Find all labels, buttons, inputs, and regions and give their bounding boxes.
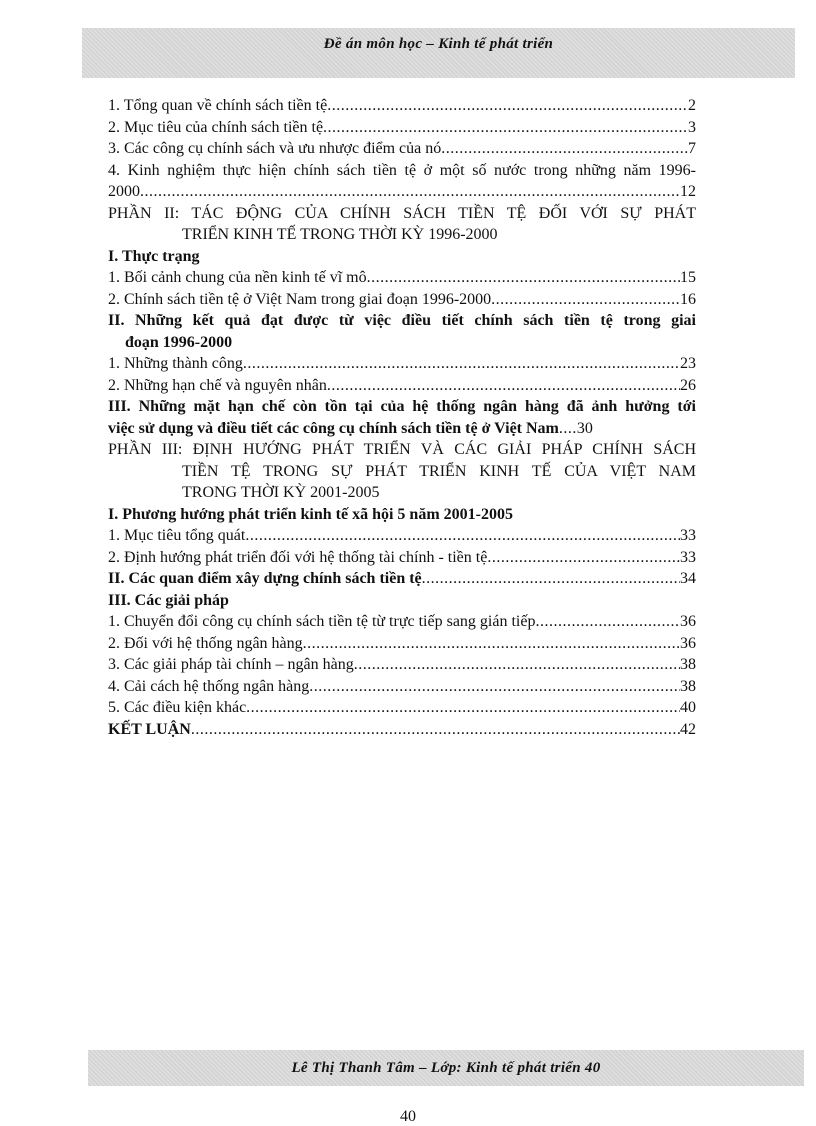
toc-entry[interactable] [108, 719, 696, 741]
toc-entry[interactable] [108, 525, 696, 547]
toc-entry-label: 3. Các công cụ chính sách và ưu nhược điểm của nó [108, 140, 442, 157]
toc-part-line: TRONG THỜI KỲ 2001-2005 [182, 484, 380, 501]
toc-entry[interactable] [108, 654, 696, 676]
toc-entry-page: 3 [688, 118, 696, 136]
toc-entry-label: 3. Các giải pháp tài chính – ngân hàng [108, 656, 354, 673]
page-number: 40 [400, 1108, 416, 1125]
toc-dot-leader [559, 418, 577, 440]
toc-section-line: III. Những mặt hạn chế còn tồn tại của hệ thống ngân hàng đã ảnh hưởng tới [108, 398, 696, 415]
toc-dot-leader [441, 138, 688, 160]
toc-dot-leader [323, 117, 688, 139]
toc-entry-label: 1. Bối cảnh chung của nền kinh tế vĩ mô [108, 269, 367, 286]
toc-entry-page: 33 [680, 548, 696, 566]
toc-dot-leader [191, 719, 680, 741]
toc-dot-leader [487, 547, 680, 569]
toc-entry[interactable] [108, 611, 696, 633]
toc-entry[interactable] [108, 289, 696, 311]
page-header-title: Đề án môn học – Kinh tế phát triển [323, 36, 554, 52]
toc-entry[interactable] [108, 568, 696, 590]
toc-entry-label: 2. Đối với hệ thống ngân hàng [108, 634, 303, 652]
toc-dot-leader [245, 525, 680, 547]
toc-section-heading[interactable] [108, 396, 696, 439]
toc-entry[interactable] [108, 353, 696, 375]
toc-entry-label: 5. Các điều kiện khác [108, 699, 247, 716]
toc-dot-leader [303, 633, 680, 655]
toc-entry-page: 42 [680, 720, 696, 738]
toc-part-heading[interactable] [108, 439, 696, 504]
toc-entry-label: 2. Những hạn chế và nguyên nhân [108, 376, 327, 394]
toc-part-line: TIỀN TỆ TRONG SỰ PHÁT TRIỂN KINH TẾ CỦA VIỆT NAM [182, 462, 696, 480]
toc-dot-leader [327, 375, 680, 397]
toc-entry-page: 30 [576, 419, 593, 437]
toc-entry[interactable] [108, 95, 696, 117]
toc-part-line: PHẦN II: TÁC ĐỘNG CỦA CHÍNH SÁCH TIỀN TỆ ĐỐI VỚI SỰ PHÁT [108, 204, 696, 222]
toc-dot-leader [243, 353, 680, 375]
toc-entry-page: 36 [680, 613, 696, 630]
toc-entry-label: 4. Kinh nghiệm thực hiện chính sách tiền tệ ở một số nước trong những năm 1996- [108, 161, 696, 179]
toc-entry-page: 12 [680, 183, 696, 200]
toc-dot-leader [367, 267, 680, 289]
toc-entry-page: 26 [680, 376, 696, 394]
toc-entry-page: 38 [680, 677, 696, 695]
page-footer-text: Lê Thị Thanh Tâm – Lớp: Kinh tế phát triển 40 [291, 1059, 601, 1076]
toc-entry-label: 1. Tổng quan về chính sách tiền tệ [108, 97, 328, 114]
toc-section-line: việc sử dụng và điều tiết các công cụ chính sách tiền tệ ở Việt Nam [108, 419, 559, 437]
toc-entry-page: 16 [680, 290, 696, 308]
toc-dot-leader [140, 181, 680, 203]
toc-entry-label: 2. Mục tiêu của chính sách tiền tệ [108, 118, 324, 136]
toc-entry[interactable] [108, 160, 696, 203]
toc-entry-page: 36 [680, 634, 696, 652]
toc-entry-label: 1. Chuyển đổi công cụ chính sách tiền tệ từ trực tiếp sang gián tiếp [108, 613, 536, 630]
toc-entry-label: II. Các quan điểm xây dựng chính sách tiền tệ [108, 570, 422, 587]
toc-part-line: PHẦN III: ĐỊNH HƯỚNG PHÁT TRIỂN VÀ CÁC GIẢI PHÁP CHÍNH SÁCH [108, 441, 696, 458]
toc-section-heading[interactable]: I. Thực trạng [108, 247, 200, 265]
toc-part-line: TRIỂN KINH TẾ TRONG THỜI KỲ 1996-2000 [182, 226, 498, 243]
toc-entry[interactable] [108, 676, 696, 698]
toc-dot-leader [354, 654, 680, 676]
toc-dot-leader [422, 568, 680, 590]
toc-dot-leader [246, 697, 680, 719]
toc-entry-label: KẾT LUẬN [108, 720, 191, 738]
toc-entry-label: 2. Chính sách tiền tệ ở Việt Nam trong giai đoạn 1996-2000 [108, 290, 492, 308]
toc-entry-label: 1. Những thành công [108, 355, 243, 372]
toc-entry-label: 1. Mục tiêu tổng quát [108, 527, 246, 544]
toc-entry-page: 40 [680, 699, 696, 716]
toc-section-heading[interactable]: I. Phương hướng phát triển kinh tế xã hội 5 năm 2001-2005 [108, 505, 513, 523]
toc-entry-page: 2 [688, 97, 696, 114]
toc-entry-label-continued: 2000 [108, 183, 140, 200]
toc-dot-leader [535, 611, 680, 633]
toc-dot-leader [491, 289, 680, 311]
toc-entry-page: 7 [688, 140, 696, 157]
page-footer-band [88, 1050, 804, 1086]
toc-entry-page: 38 [680, 656, 696, 673]
toc-entry-page: 34 [680, 570, 696, 587]
toc-section-heading[interactable] [108, 310, 696, 353]
toc-dot-leader [309, 676, 680, 698]
toc-entry[interactable] [108, 547, 696, 569]
toc-part-heading[interactable] [108, 203, 696, 246]
table-of-contents [108, 95, 696, 740]
toc-section-line: đoạn 1996-2000 [125, 333, 233, 351]
toc-entry[interactable] [108, 697, 696, 719]
toc-entry-label: 4. Cải cách hệ thống ngân hàng [108, 677, 310, 695]
toc-entry-page: 15 [680, 269, 696, 286]
toc-entry-page: 23 [680, 355, 696, 372]
toc-entry[interactable] [108, 138, 696, 160]
toc-entry[interactable] [108, 375, 696, 397]
toc-entry-page: 33 [680, 527, 696, 544]
toc-entry[interactable] [108, 117, 696, 139]
toc-section-line: II. Những kết quả đạt được từ việc điều tiết chính sách tiền tệ trong giai [108, 312, 696, 329]
toc-dot-leader [327, 95, 688, 117]
toc-section-heading[interactable]: III. Các giải pháp [108, 591, 229, 609]
toc-entry[interactable] [108, 633, 696, 655]
page-header-band [82, 28, 795, 78]
toc-entry[interactable] [108, 267, 696, 289]
toc-entry-label: 2. Định hướng phát triển đối với hệ thống tài chính - tiền tệ [108, 548, 488, 566]
